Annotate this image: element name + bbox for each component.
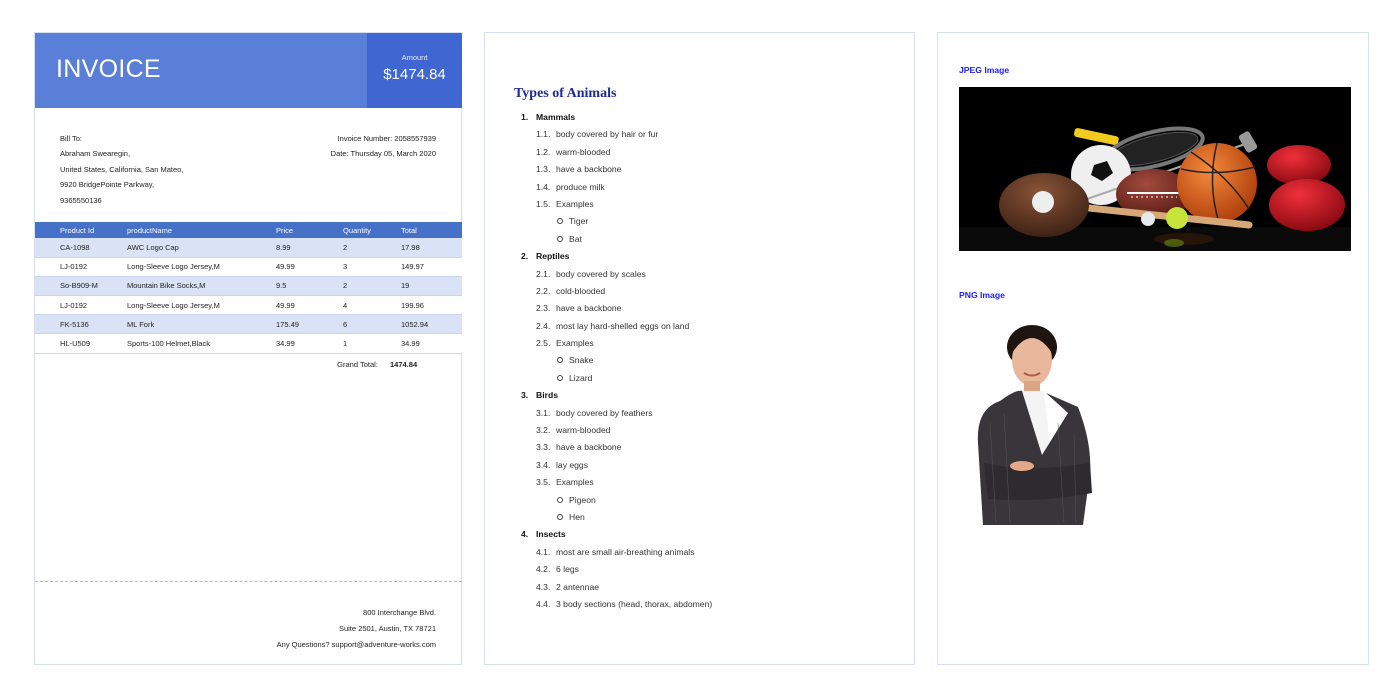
cell-price: 34.99	[276, 334, 343, 353]
item-number: 3.1.	[536, 407, 551, 418]
example-item	[485, 216, 914, 233]
item-text: Examples	[556, 477, 594, 488]
bill-to-street: 9920 BridgePointe Parkway,	[60, 180, 155, 190]
png-image-label: PNG Image	[959, 290, 1005, 300]
outline-section-insects	[485, 529, 914, 546]
cell-quantity: 6	[343, 315, 401, 334]
item-number: 4.1.	[536, 546, 551, 557]
hollow-circle-bullet-icon	[557, 514, 563, 520]
footer-contact: Any Questions? support@adventure-works.com	[276, 640, 436, 649]
item-number: 4.4.	[536, 598, 551, 609]
amount-label: Amount	[401, 53, 428, 62]
cell-quantity: 4	[343, 296, 401, 315]
list-item	[485, 286, 914, 303]
item-number: 2.4.	[536, 320, 551, 331]
footer-address-line: 800 Interchange Blvd.	[363, 608, 436, 617]
cell-price: 9.5	[276, 276, 343, 295]
example-item	[485, 495, 914, 512]
section-label: Mammals	[536, 112, 576, 122]
table-row	[35, 238, 462, 257]
invoice-number: Invoice Number: 2058557939	[337, 134, 436, 143]
list-item	[485, 408, 914, 425]
example-item	[485, 512, 914, 529]
item-text: 6 legs	[556, 564, 579, 575]
item-number: 3.2.	[536, 425, 551, 436]
cell-total: 199.96	[401, 296, 462, 315]
section-label: Reptiles	[536, 251, 570, 262]
bill-to-label: Bill To:	[60, 134, 82, 143]
example-text: Hen	[569, 511, 585, 522]
grand-total-value: 1474.84	[390, 360, 418, 369]
footer-divider	[35, 581, 462, 582]
cell-product-name: Mountain Bike Socks,M	[127, 276, 276, 295]
table-header-row	[35, 222, 462, 238]
cell-product-name: ML Fork	[127, 315, 276, 334]
list-item	[485, 321, 914, 338]
list-item	[485, 442, 914, 459]
cell-total: 149.97	[401, 257, 462, 276]
document-title: Types of Animals	[514, 86, 617, 101]
cell-quantity: 2	[343, 276, 401, 295]
sports-equipment-illustration	[959, 87, 1351, 251]
cell-product-name: Long-Sleeve Logo Jersey,M	[127, 296, 276, 315]
section-number: 1.	[521, 112, 529, 122]
businesswoman-illustration	[968, 323, 1108, 525]
section-label: Birds	[536, 390, 558, 401]
item-number: 2.2.	[536, 285, 551, 296]
cell-product-id: CA-1098	[35, 238, 127, 257]
cell-product-name: Long-Sleeve Logo Jersey,M	[127, 257, 276, 276]
section-number: 3.	[521, 390, 529, 401]
hollow-circle-bullet-icon	[557, 236, 563, 242]
cell-product-name: Sports-100 Helmet,Black	[127, 334, 276, 353]
item-text: body covered by hair or fur	[556, 129, 659, 140]
item-text: 3 body sections (head, thorax, abdomen)	[556, 598, 713, 609]
outline-section-mammals	[485, 112, 914, 129]
cell-product-id: LJ-0192	[35, 296, 127, 315]
bill-to-region: United States, California, San Mateo,	[60, 164, 184, 174]
invoice-meta	[331, 131, 436, 162]
cell-total: 1052.94	[401, 315, 462, 334]
cell-price: 49.99	[276, 257, 343, 276]
cell-product-id: FK-5136	[35, 315, 127, 334]
invoice-footer	[277, 605, 436, 653]
cell-total: 19	[401, 276, 462, 295]
item-text: 2 antennae	[556, 581, 600, 592]
item-number: 1.2.	[536, 146, 551, 157]
cell-total: 34.99	[401, 334, 462, 353]
item-number: 1.1.	[536, 129, 551, 140]
businesswoman-image	[968, 323, 1108, 525]
item-text: have a backbone	[556, 303, 622, 314]
item-number: 1.5.	[536, 198, 551, 209]
cell-price: 175.49	[276, 315, 343, 334]
amount-value: $1474.84	[383, 66, 446, 83]
sports-equipment-image	[959, 87, 1351, 251]
bill-to-block	[60, 131, 183, 208]
invoice-title: INVOICE	[56, 55, 161, 83]
cell-total: 17.98	[401, 238, 462, 257]
table-row	[35, 257, 462, 276]
list-item	[485, 582, 914, 599]
section-number: 2.	[521, 251, 529, 262]
list-item	[485, 564, 914, 581]
column-header: productName	[127, 222, 276, 238]
amount-box	[367, 33, 462, 108]
jpeg-image-label: JPEG Image	[959, 65, 1010, 75]
section-label: Insects	[536, 529, 566, 540]
item-text: warm-blooded	[556, 146, 611, 157]
images-page	[937, 32, 1369, 665]
hollow-circle-bullet-icon	[557, 375, 563, 381]
cell-product-name: AWC Logo Cap	[127, 238, 276, 257]
table-row	[35, 315, 462, 334]
invoice-page	[34, 32, 462, 665]
bill-to-name: Abraham Swearegin,	[60, 149, 131, 159]
list-item	[485, 303, 914, 320]
table-row	[35, 296, 462, 315]
animal-outline-list	[485, 112, 914, 616]
item-text: Examples	[556, 198, 594, 209]
invoice-header	[35, 33, 462, 108]
hollow-circle-bullet-icon	[557, 218, 563, 224]
item-text: lay eggs	[556, 459, 589, 470]
footer-address-line: Suite 2501, Austin, TX 78721	[338, 624, 436, 633]
item-number: 2.1.	[536, 268, 551, 279]
cell-price: 49.99	[276, 296, 343, 315]
item-number: 3.5.	[536, 477, 551, 488]
cell-price: 8.99	[276, 238, 343, 257]
item-text: body covered by feathers	[556, 407, 653, 418]
cell-product-id: HL-U509	[35, 334, 127, 353]
cell-quantity: 2	[343, 238, 401, 257]
list-item	[485, 129, 914, 146]
list-item	[485, 425, 914, 442]
item-text: most are small air-breathing animals	[556, 546, 695, 557]
list-item	[485, 599, 914, 616]
example-item	[485, 373, 914, 390]
list-item	[485, 460, 914, 477]
item-number: 2.5.	[536, 338, 551, 349]
item-number: 3.3.	[536, 442, 551, 453]
cell-product-id: So-B909-M	[35, 276, 127, 295]
example-item	[485, 234, 914, 251]
column-header: Price	[276, 222, 343, 238]
item-text: warm-blooded	[556, 425, 611, 436]
column-header: Quantity	[343, 222, 401, 238]
cell-quantity: 1	[343, 334, 401, 353]
item-text: Examples	[556, 338, 594, 349]
list-item	[485, 164, 914, 181]
item-text: have a backbone	[556, 442, 622, 453]
grand-total	[337, 360, 427, 369]
cell-product-id: LJ-0192	[35, 257, 127, 276]
example-text: Tiger	[569, 216, 589, 227]
item-text: most lay hard-shelled eggs on land	[556, 320, 690, 331]
example-item	[485, 355, 914, 372]
list-item	[485, 182, 914, 199]
column-header: Product Id	[35, 222, 127, 238]
list-item	[485, 269, 914, 286]
outline-section-birds	[485, 390, 914, 407]
animals-page	[484, 32, 915, 665]
item-number: 3.4.	[536, 459, 551, 470]
item-number: 1.4.	[536, 181, 551, 192]
list-item	[485, 547, 914, 564]
example-text: Lizard	[569, 372, 593, 383]
column-header: Total	[401, 222, 462, 238]
example-text: Snake	[569, 355, 594, 366]
list-item	[485, 477, 914, 494]
invoice-date: Date: Thursday 05, March 2020	[330, 149, 436, 159]
example-text: Bat	[569, 233, 582, 244]
table-row	[35, 334, 462, 353]
item-number: 1.3.	[536, 164, 551, 175]
grand-total-label: Grand Total:	[337, 360, 378, 369]
invoice-table	[35, 222, 462, 354]
item-text: cold-blooded	[556, 285, 606, 296]
item-text: produce milk	[556, 181, 605, 192]
cell-quantity: 3	[343, 257, 401, 276]
example-text: Pigeon	[569, 494, 596, 505]
list-item	[485, 338, 914, 355]
section-number: 4.	[521, 529, 529, 540]
item-text: body covered by scales	[556, 268, 646, 279]
list-item	[485, 147, 914, 164]
hollow-circle-bullet-icon	[557, 497, 563, 503]
item-number: 4.2.	[536, 564, 551, 575]
item-number: 2.3.	[536, 303, 551, 314]
item-number: 4.3.	[536, 581, 551, 592]
item-text: have a backbone	[556, 164, 622, 175]
hollow-circle-bullet-icon	[557, 357, 563, 363]
outline-section-reptiles	[485, 251, 914, 268]
bill-to-phone: 9365550136	[60, 195, 102, 205]
table-row	[35, 276, 462, 295]
list-item	[485, 199, 914, 216]
